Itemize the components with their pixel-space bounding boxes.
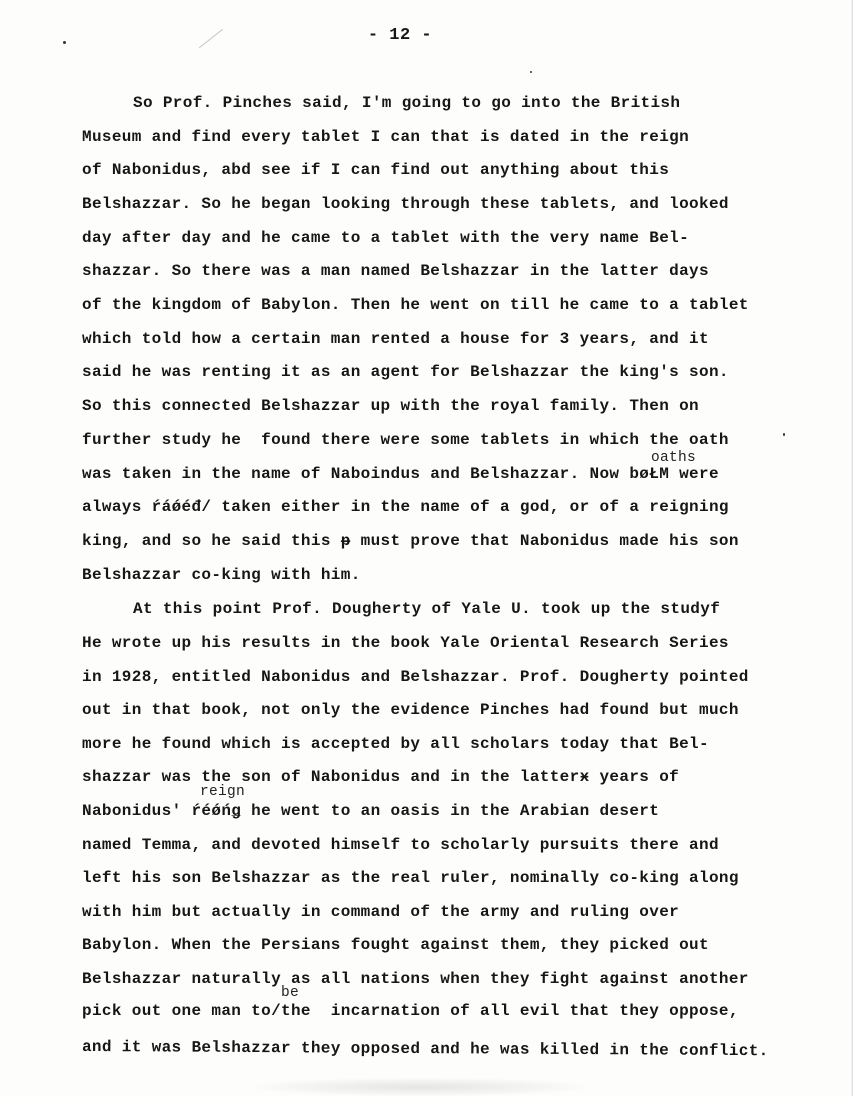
handwritten-insertion-be: be (281, 985, 300, 1001)
scan-speck (783, 433, 785, 436)
scan-speck (530, 71, 532, 73)
paragraph-2-line-8: named Temma, and devoted himself to scholarly pursuits there and (82, 836, 719, 854)
page-number: - 12 - (367, 26, 433, 45)
paragraph-2-line-6: shazzar was the son of Nabonidus and in the latterӿ years of (82, 768, 680, 786)
paragraph-2-line-13: pick out one man to/the incarnation of all evil that they oppose, (82, 1002, 739, 1020)
paragraph-1-line-2: Museum and find every tablet I can that is dated in the reign (82, 128, 690, 146)
paragraph-1-line-14: king, and so he said this ᵽ must prove that Nabonidus made his son (82, 532, 739, 550)
paragraph-2-line-4: out in that book, not only the evidence Pinches had found but much (82, 701, 739, 719)
scan-smudge (255, 1078, 585, 1096)
paragraph-2-line-2: He wrote up his results in the book Yale Oriental Research Series (82, 634, 729, 652)
paragraph-1-line-15: Belshazzar co-king with him. (82, 566, 361, 584)
paragraph-1-line-7: of the kingdom of Babylon. Then he went on till he came to a tablet (82, 296, 749, 314)
paragraph-1-line-11: further study he found there were some tablets in which the oath (82, 431, 729, 449)
paragraph-2-line-7: Nabonidus' ŕéǿńǥ he went to an oasis in the Arabian desert (82, 802, 660, 820)
paragraph-1-line-6: shazzar. So there was a man named Belshazzar in the latter days (82, 262, 709, 280)
paragraph-1-line-9: said he was renting it as an agent for Belshazzar the king's son. (82, 363, 729, 381)
paragraph-2-line-14: and it was Belshazzar they opposed and he was killed in the conflict. (81, 1038, 769, 1061)
paragraph-1-line-13: always ŕáǿéđ/ taken either in the name of a god, or of a reigning (82, 498, 729, 516)
paragraph-2-line-12: Belshazzar naturally as all nations when they fight against another (82, 970, 749, 988)
paragraph-2-line-1: At this point Prof. Dougherty of Yale U. took up the studyf (133, 600, 721, 618)
paragraph-2-line-11: Babylon. When the Persians fought against them, they picked out (82, 936, 709, 954)
paragraph-1-line-5: day after day and he came to a tablet with the very name Bel- (82, 229, 690, 247)
paragraph-2-line-3: in 1928, entitled Nabonidus and Belshazzar. Prof. Dougherty pointed (82, 668, 749, 686)
paragraph-1-line-12: was taken in the name of Naboindus and Belshazzar. Now bøŁМ were (82, 465, 719, 483)
paragraph-1-line-4: Belshazzar. So he began looking through these tablets, and looked (82, 195, 729, 213)
paragraph-1-line-10: So this connected Belshazzar up with the royal family. Then on (82, 397, 699, 415)
paragraph-2-line-5: more he found which is accepted by all scholars today that Bel- (82, 735, 709, 753)
paragraph-1-line-1: So Prof. Pinches said, I'm going to go into the British (133, 94, 681, 112)
handwritten-insertion-oaths: oaths (651, 450, 697, 466)
paragraph-2-line-9: left his son Belshazzar as the real ruler, nominally co-king along (82, 869, 739, 887)
paragraph-2-line-10: with him but actually in command of the army and ruling over (82, 903, 680, 921)
handwritten-insertion-reign: reign (200, 784, 246, 800)
paragraph-1-line-3: of Nabonidus, abd see if I can find out anything about this (82, 161, 670, 179)
paragraph-1-line-8: which told how a certain man rented a house for 3 years, and it (82, 330, 709, 348)
